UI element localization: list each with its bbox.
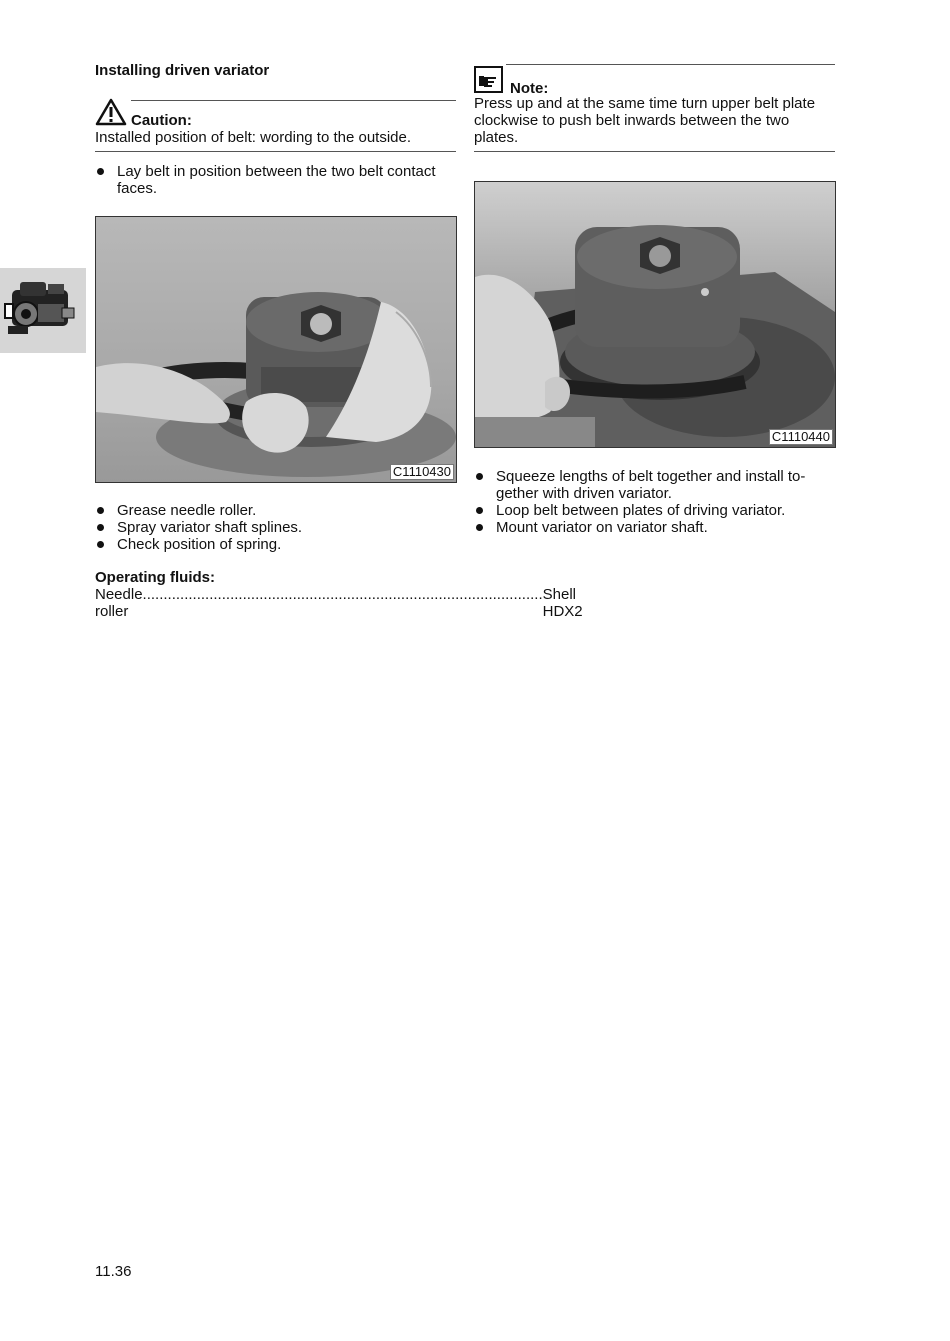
bullet-icon bbox=[476, 473, 483, 480]
caution-text: Installed position of belt: wording to the outside. bbox=[95, 129, 412, 146]
note-rule-bottom bbox=[474, 151, 835, 152]
chapter-side-tab bbox=[0, 268, 86, 353]
list-item: Squeeze lengths of belt together and install to-gether with driven variator. bbox=[474, 468, 836, 502]
note-text: Press up and at the same time turn upper belt plate clockwise to push belt inwards between the two plates. bbox=[474, 95, 816, 146]
note-rule-top bbox=[506, 64, 835, 65]
page-number: 11.36 bbox=[95, 1263, 132, 1280]
list-item: Loop belt between plates of driving variator. bbox=[474, 502, 836, 519]
list-item: Mount variator on variator shaft. bbox=[474, 519, 836, 536]
caution-rule-bottom bbox=[95, 151, 456, 152]
list-item: Grease needle roller. bbox=[95, 502, 457, 519]
fluid-value: Shell HDX2 bbox=[542, 586, 583, 620]
steps-list-2 bbox=[95, 502, 457, 553]
note-label: Note: bbox=[510, 80, 549, 97]
fluid-item: Needle roller bbox=[95, 586, 143, 620]
caution-rule-top bbox=[131, 100, 456, 101]
caution-label: Caution: bbox=[131, 112, 192, 129]
photo-driven-variator bbox=[95, 216, 457, 483]
bullet-icon bbox=[97, 507, 104, 514]
section-title: Installing driven variator bbox=[95, 62, 270, 79]
fluid-row bbox=[95, 586, 583, 620]
photo-label: C1110430 bbox=[390, 464, 454, 480]
bullet-icon bbox=[97, 541, 104, 548]
list-item: Spray variator shaft splines. bbox=[95, 519, 457, 536]
steps-list-1 bbox=[95, 163, 457, 197]
engine-icon bbox=[0, 268, 86, 353]
operating-fluids-heading: Operating fluids: bbox=[95, 569, 215, 586]
bullet-icon bbox=[476, 507, 483, 514]
list-item: Check position of spring. bbox=[95, 536, 457, 553]
list-item: Lay belt in position between the two belt contact faces. bbox=[95, 163, 457, 197]
photo-belt-installation bbox=[474, 181, 836, 448]
dot-leader: ................................................................................................ bbox=[142, 586, 543, 603]
warning-triangle-icon bbox=[95, 98, 127, 126]
bullet-icon bbox=[97, 168, 104, 175]
note-hand-icon bbox=[474, 66, 504, 94]
steps-list-right bbox=[474, 468, 836, 536]
photo-label: C1110440 bbox=[769, 429, 833, 445]
bullet-icon bbox=[97, 524, 104, 531]
bullet-icon bbox=[476, 524, 483, 531]
